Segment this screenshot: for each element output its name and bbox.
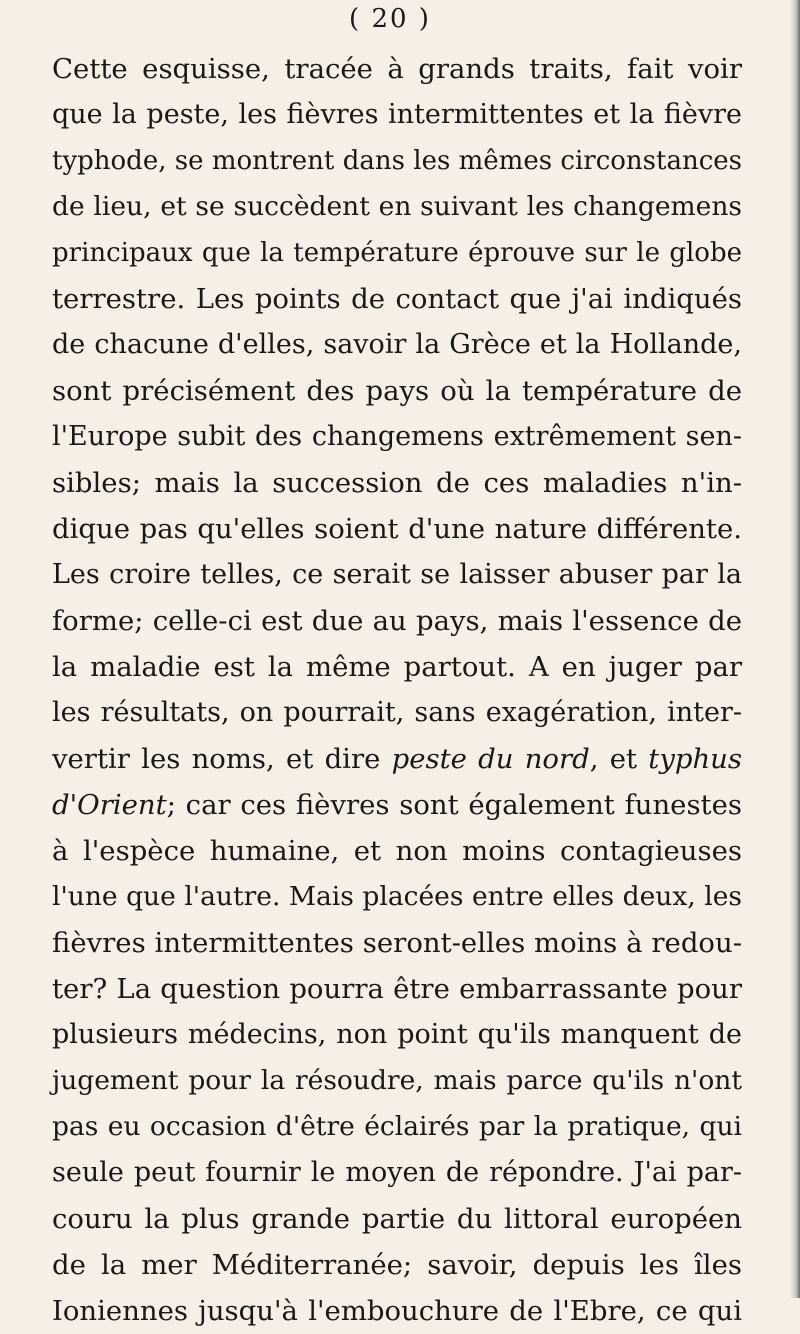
text-line: typhode, se montrent dans les mêmes circonstances: [52, 146, 742, 176]
text-line: sont précisément des pays où la température de: [52, 375, 742, 407]
italic-word-orient: d'Orient: [52, 789, 167, 821]
text-line: jugement pour la résoudre, mais parce qu'ils n'ont: [52, 1065, 742, 1096]
text-line: fièvres intermittentes seront-elles moins à redou-: [52, 927, 742, 959]
italic-word-typhus: typhus: [648, 743, 742, 775]
text-line: que la peste, les fièvres intermittentes et la fièvre: [52, 99, 742, 130]
text-line-italic-start: [52, 782, 742, 828]
page-edge-shadow: [790, 0, 800, 1298]
text-line: Les croire telles, ce serait se laisser abuser par la: [52, 559, 742, 590]
text-line: principaux que la température éprouve sur le globe: [52, 238, 742, 268]
text-line: la maladie est la même partout. A en juger par: [52, 651, 742, 683]
text-line: de chacune d'elles, savoir la Grèce et la Hollande,: [52, 329, 742, 360]
text-line: couru la plus grande partie du littoral européen: [52, 1203, 742, 1235]
text-line: ter? La question pourra être embarrassante pour: [52, 973, 742, 1005]
italic-phrase-peste-du-nord: peste du nord: [391, 743, 590, 775]
text-line: à l'espèce humaine, et non moins contagieuses: [52, 835, 742, 867]
text-line: l'Europe subit des changemens extrêmement sen-: [52, 421, 742, 452]
text-line: de la mer Méditerranée; savoir, depuis les îles: [52, 1249, 742, 1281]
text-line: terrestre. Les points de contact que j'ai indiqués: [52, 283, 742, 315]
page-number: ( 20 ): [349, 4, 431, 34]
text-line: plusieurs médecins, non point qu'ils manquent de: [52, 1019, 742, 1050]
text-line: les résultats, on pourrait, sans exagération, inter-: [52, 697, 742, 728]
text-line: forme; celle-ci est due au pays, mais l'essence de: [52, 605, 742, 637]
line-segment: ; car ces fièvres sont également funestes: [166, 789, 742, 821]
body-text: [52, 46, 742, 1334]
text-line: Ioniennes jusqu'à l'embouchure de l'Ebre, ce qui: [52, 1295, 742, 1327]
text-line: dique pas qu'elles soient d'une nature différente.: [52, 513, 742, 545]
line-segment: vertir les noms, et dire: [52, 743, 392, 775]
text-line: sibles; mais la succession de ces maladies n'in-: [52, 467, 742, 499]
text-line: de lieu, et se succèdent en suivant les changemens: [52, 191, 742, 222]
text-line: l'une que l'autre. Mais placées entre elles deux, les: [52, 881, 742, 912]
text-line: pas eu occasion d'être éclairés par la pratique, qui: [52, 1111, 742, 1142]
text-line: Cette esquisse, tracée à grands traits, fait voir: [52, 53, 742, 85]
text-line-italic-phrases: [52, 736, 742, 782]
text-line: seule peut fournir le moyen de répondre. J'ai par-: [52, 1157, 742, 1188]
line-segment: , et: [589, 743, 649, 775]
